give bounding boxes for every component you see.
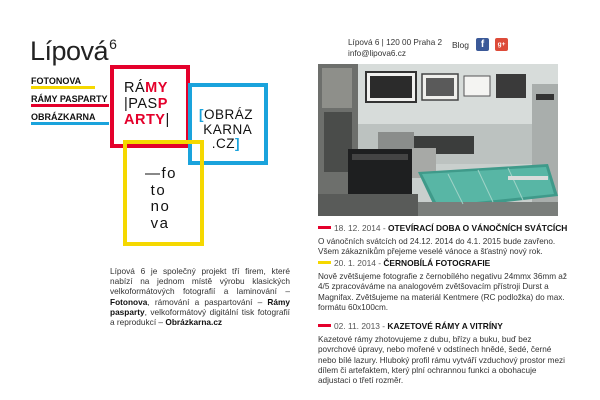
news-body: Nově zvětšujeme fotografie z černobílého negativu 24mmx 36mm až 4/5 zpracováváme na analogovém zvětšovacím přístroji Durst a Magnifax. Zvětšujeme na materiál Kentmere (RC podložka) do max. formátu 60x100cm. <box>318 272 567 312</box>
workshop-photo <box>318 64 558 216</box>
nav-item-obrazkarna[interactable] <box>31 111 111 129</box>
news-body: O vánočních svátcích od 24.12. 2014 do 4.1. 2015 bude zavřeno. Všem zákazníkům přejeme veselé vánoce a šťastný nový rok. <box>318 237 556 257</box>
intro-link-obrazkarna[interactable]: Obrázkarna.cz <box>165 317 223 328</box>
ramy-line2b: P <box>157 96 168 112</box>
nav-item-ramy-pasparty[interactable] <box>31 93 111 111</box>
intro-paragraph <box>110 266 290 327</box>
news-date: 18. 12. 2014 <box>334 223 381 233</box>
news-header <box>318 257 568 269</box>
news-item <box>318 257 568 313</box>
intro-text: Lípová 6 je společný projekt tří firem, které nabízí na jednom místě výrobu klasických velkoformátových fotografií a laminování – <box>110 266 290 297</box>
blog-link[interactable]: Blog <box>452 40 470 50</box>
ramy-line2a: |PAS <box>124 96 158 112</box>
news-item <box>318 320 568 386</box>
intro-link-ramy[interactable]: Rámy pasparty <box>110 296 291 317</box>
fotonova-line3: no <box>150 198 171 215</box>
news-header <box>318 222 568 234</box>
obraz-line3: .CZ <box>211 136 236 151</box>
nav-item-fotonova[interactable] <box>31 75 111 93</box>
news-separator: - <box>380 223 389 233</box>
news-header <box>318 320 568 332</box>
nav-underline-red <box>31 104 109 107</box>
facebook-icon[interactable]: f <box>476 38 489 51</box>
obraz-bracket-close: ] <box>235 136 241 151</box>
fotonova-line4: va <box>150 214 170 232</box>
obrazkarna-logo[interactable] <box>199 108 253 152</box>
fotonova-line1: —fo <box>145 165 178 182</box>
nav-item-label: RÁMY PASPARTY <box>31 94 108 104</box>
news-title-link[interactable]: OTEVÍRACÍ DOBA O VÁNOČNÍCH SVÁTCÍCH <box>388 223 568 233</box>
news-title-link[interactable]: ČERNOBÍLÁ FOTOGRAFIE <box>383 258 491 268</box>
logo-mark: 6 <box>109 36 117 52</box>
news-color-bar <box>318 324 331 327</box>
news-date: 20. 1. 2014 <box>334 258 376 268</box>
nav-underline-yellow <box>31 86 95 89</box>
fotonova-logo[interactable] <box>145 166 177 232</box>
news-body: Kazetové rámy zhotovujeme z dubu, břízy a buku, buď bez povrchové úpravy, nebo mořené v odstínech hnědé, šedé, černé nebo bílé lazury. Hluboký profil rámu vytváří vzduchový prostor mezi dílem či artefaktem, který plní ochrannou funkci a obohacuje adjustaci o třetí rozměr. <box>318 335 565 386</box>
news-title-link[interactable]: KAZETOVÉ RÁMY A VITRÍNY <box>387 321 503 331</box>
contact-address: Lípová 6 | 120 00 Praha 2 <box>348 38 443 47</box>
logo-text: Lípová <box>30 36 109 66</box>
nav-underline-blue <box>31 122 109 125</box>
news-separator: - <box>379 321 388 331</box>
ramy-line1b: MY <box>145 80 168 96</box>
intro-link-fotonova[interactable]: Fotonova <box>110 296 148 307</box>
nav-item-label: FOTONOVA <box>31 76 82 86</box>
nav-item-label: OBRÁZKARNA <box>31 112 96 122</box>
news-date: 02. 11. 2013 <box>334 321 380 331</box>
site-logo[interactable] <box>30 36 116 67</box>
intro-text: , rámování a paspartování – <box>147 296 263 307</box>
news-color-bar <box>318 226 331 229</box>
intro-text: , velkoformátový digitální tisk fotografií a reprodukcí – <box>110 306 290 328</box>
fotonova-line2: to <box>150 181 167 199</box>
contact-email[interactable]: info@lipova6.cz <box>348 48 406 58</box>
ramy-line1a: RÁ <box>124 80 146 96</box>
obraz-bracket-open: [ <box>199 107 204 122</box>
workshop-photo-illustration <box>318 64 558 216</box>
obraz-line2: KARNA <box>203 121 253 137</box>
ramy-line3a: ARTY <box>124 112 166 128</box>
obraz-line1: OBRÁZ <box>204 107 254 122</box>
ramy-line3b: | <box>165 112 170 128</box>
news-separator: - <box>375 258 384 268</box>
main-nav <box>31 75 111 129</box>
google-plus-icon[interactable]: g+ <box>495 38 508 51</box>
news-color-bar <box>318 261 331 264</box>
contact-info <box>348 38 442 59</box>
ramy-pasparty-logo[interactable] <box>124 80 170 128</box>
news-item <box>318 222 568 258</box>
